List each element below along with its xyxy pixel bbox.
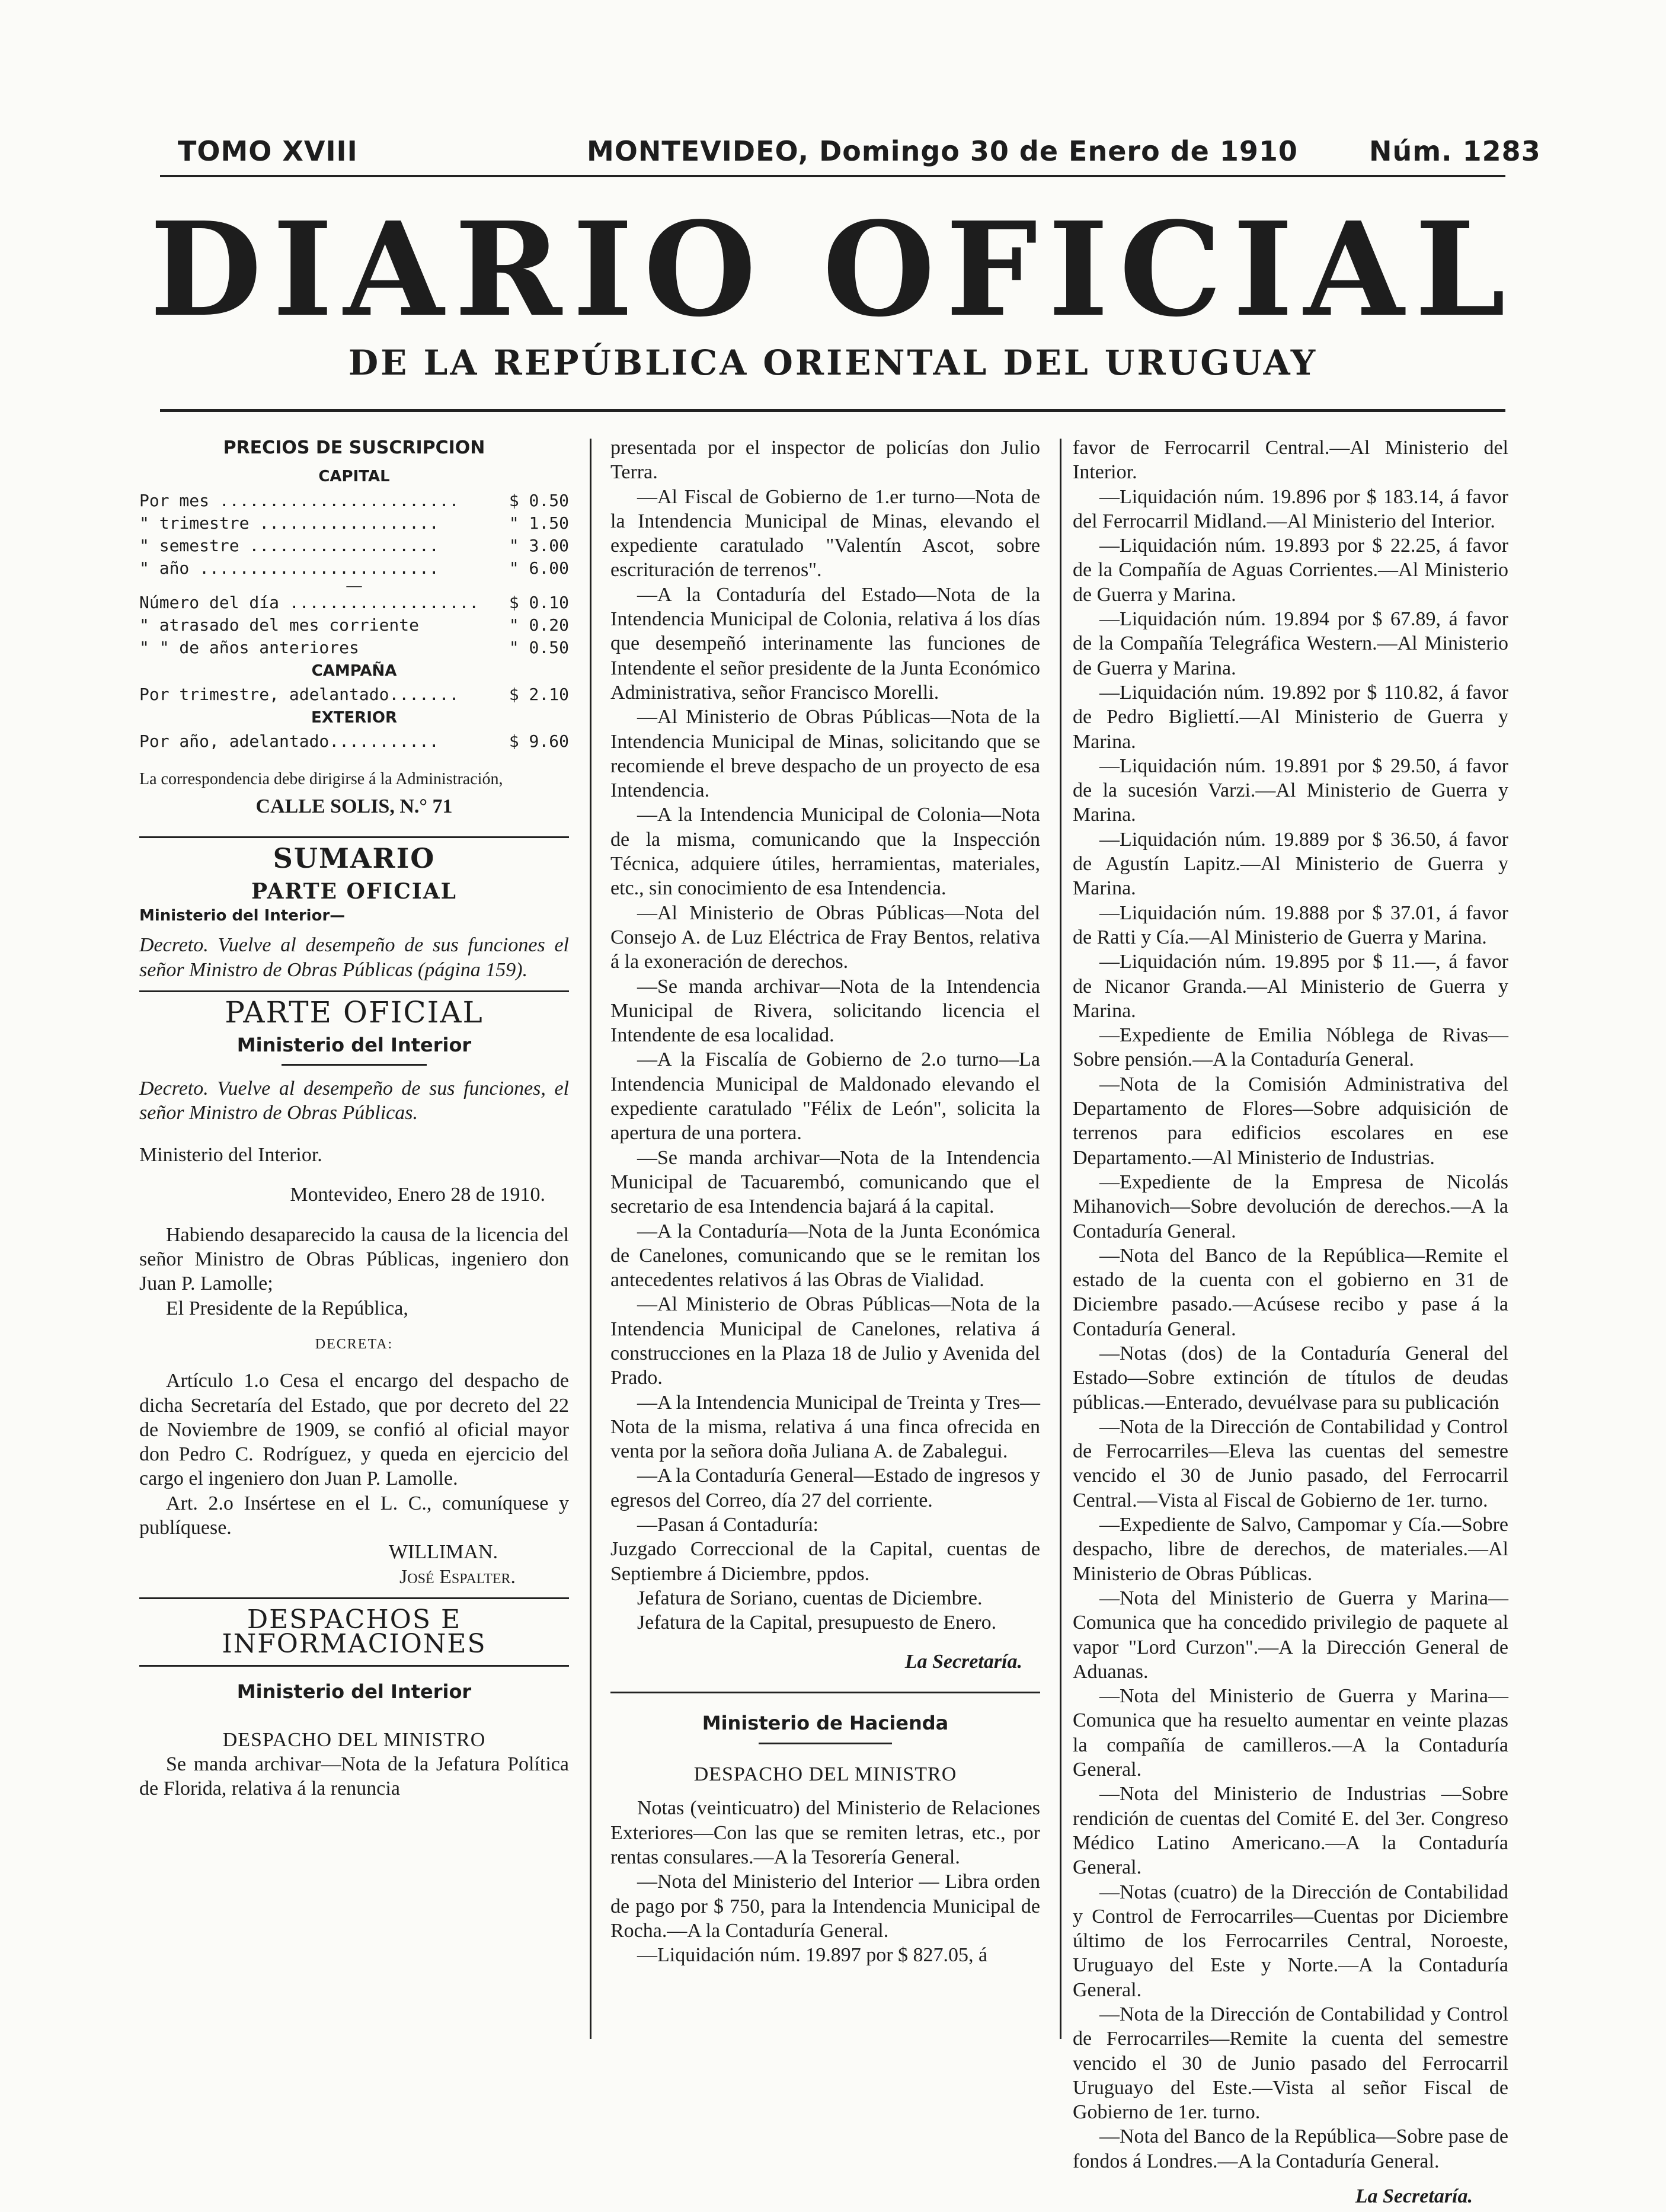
- masthead-subtitle: DE LA REPÚBLICA ORIENTAL DEL URUGUAY: [348, 343, 1318, 383]
- paragraph: —Se manda archivar—Nota de la Intendencia Municipal de Tacuarembó, comunicando que el secretario de esa Intendencia bajará á la capital.: [610, 1146, 1040, 1218]
- paragraph: —Liquidación núm. 19.888 por $ 37.01, á favor de Ratti y Cía.—Al Ministerio de Guerra y Marina.: [1073, 902, 1508, 948]
- paragraph: —Se manda archivar—Nota de la Intendencia Municipal de Rivera, solicitando licencia el Intendente de esa localidad.: [610, 975, 1040, 1047]
- ministerio-line: Ministerio del Interior.: [139, 1144, 322, 1166]
- price-row: Número del día ................... $ 0.10: [139, 592, 569, 612]
- paragraph: —Al Fiscal de Gobierno de 1.er turno—Nota de la Intendencia Municipal de Minas, elevando el expediente caratulado "Valentín Ascot, sobre escrituración de terrenos".: [610, 485, 1040, 581]
- middle-column: [610, 436, 1040, 1968]
- despacho-heading: DESPACHO DEL MINISTRO: [222, 1728, 486, 1751]
- price-row: " año ........................ " 6.00: [139, 558, 569, 578]
- despacho-heading: DESPACHO DEL MINISTRO: [693, 1763, 957, 1786]
- decreto-paragraph: El Presidente de la República,: [166, 1297, 408, 1319]
- exterior-heading: EXTERIOR: [311, 708, 398, 727]
- paragraph: —Liquidación núm. 19.895 por $ 11.—, á favor de Nicanor Granda.—Al Ministerio de Guerra y Marina.: [1073, 951, 1508, 1022]
- paragraph: —A la Fiscalía de Gobierno de 2.o turno—La Intendencia Municipal de Maldonado elevando el expediente caratulado "Félix de León", solicita la apertura de una portera.: [610, 1049, 1040, 1145]
- address: CALLE SOLIS, N.° 71: [255, 795, 453, 818]
- paragraph: —Expediente de Salvo, Campomar y Cía.—Sobre despacho, libre de derechos, de materiales.—Al Ministerio de Obras Públicas.: [1073, 1514, 1508, 1585]
- section-rule: [139, 1665, 569, 1667]
- short-rule: [759, 1743, 892, 1744]
- paragraph: —A la Intendencia Municipal de Colonia—Nota de la misma, comunicando que la Inspección Técnica, adquiere útiles, herramientas, materiales, etc., sin conocimiento de esa Intendencia.: [610, 804, 1040, 900]
- price-row: Por mes ........................ $ 0.50: [139, 490, 569, 510]
- articulo: Artículo 1.o Cesa el encargo del despacho de dicha Secretaría del Estado, que por decreto del 22 de Noviembre de 1909, se confió al oficial mayor don Pedro C. Rodríguez, y queda en ejercicio del cargo el ingeniero don Juan P. Lamolle.: [139, 1370, 569, 1490]
- paragraph: —Notas (dos) de la Contaduría General del Estado—Sobre extinción de títulos de deudas públicas.—Enterado, devuélvase para su publicación: [1073, 1342, 1508, 1414]
- paragraph: —Nota del Banco de la República—Sobre pase de fondos á Londres.—A la Contaduría General.: [1073, 2125, 1508, 2172]
- decreta-label: DECRETA:: [315, 1336, 394, 1352]
- paragraph: Jefatura de la Capital, presupuesto de Enero.: [637, 1612, 997, 1634]
- decreto-paragraph: Habiendo desaparecido la causa de la licencia del señor Ministro de Obras Públicas, ingeniero don Juan P. Lamolle;: [139, 1223, 569, 1295]
- section-rule: [139, 836, 569, 838]
- paragraph: —Al Ministerio de Obras Públicas—Nota de la Intendencia Municipal de Canelones, relativa á construcciones en la Plaza 18 de Julio y Avenida del Prado.: [610, 1293, 1040, 1389]
- column-divider: [1060, 439, 1061, 2039]
- price-row: " " de años anteriores " 0.50: [139, 637, 569, 657]
- paragraph: —Al Ministerio de Obras Públicas—Nota de la Intendencia Municipal de Minas, solicitando que se recomiende el breve despacho de un proyecto de esa Intendencia.: [610, 706, 1040, 802]
- correspondencia-note: La correspondencia debe dirigirse á la Administración,: [139, 770, 503, 789]
- price-row: Por trimestre, adelantado....... $ 2.10: [139, 684, 569, 704]
- section-rule: [139, 990, 569, 992]
- paragraph: —Nota del Ministerio del Interior — Libra orden de pago por $ 750, para la Intendencia Municipal de Rocha.—A la Contaduría General.: [610, 1871, 1040, 1942]
- paragraph: —Nota de la Dirección de Contabilidad y Control de Ferrocarriles—Eleva las cuentas del semestre vencido el 30 de Junio pasado, del Ferrocarril Central.—Vista al Fiscal de Gobierno de 1er. turno.: [1073, 1415, 1508, 1511]
- price-row: Por año, adelantado........... $ 9.60: [139, 731, 569, 752]
- sumario-parte-oficial: PARTE OFICIAL: [251, 878, 457, 904]
- masthead-rule: [160, 409, 1505, 412]
- signature: WILLIMAN.: [388, 1541, 498, 1564]
- column-divider: [590, 439, 591, 2039]
- short-dash: —: [346, 576, 362, 594]
- header-rule: [160, 175, 1505, 177]
- paragraph: —Al Ministerio de Obras Públicas—Nota del Consejo A. de Luz Eléctrica de Fray Bentos, relativa á la exoneración de derechos.: [610, 902, 1040, 973]
- date-line: MONTEVIDEO, Domingo 30 de Enero de 1910: [587, 135, 1298, 167]
- paragraph: —Liquidación núm. 19.891 por $ 29.50, á favor de la sucesión Varzi.—Al Ministerio de Guerra y Marina.: [1073, 755, 1508, 826]
- paragraph: —Nota del Ministerio de Guerra y Marina—Comunica que ha concedido privilegio de paquete al vapor "Lord Curzon".—A la Dirección General de Aduanas.: [1073, 1587, 1508, 1683]
- paragraph: —A la Intendencia Municipal de Treinta y Tres—Nota de la misma, relativa á una finca ofrecida en venta por la señora doña Juliana A. de Zabalegui.: [610, 1391, 1040, 1463]
- paragraph: Juzgado Correccional de la Capital, cuentas de Septiembre á Diciembre, ppdos.: [610, 1538, 1040, 1585]
- section-rule: [139, 1597, 569, 1599]
- short-rule: [282, 1064, 427, 1066]
- articulo: Art. 2.o Insértese en el L. C., comuníquese y publíquese.: [139, 1492, 569, 1539]
- capital-heading: CAPITAL: [318, 468, 390, 486]
- ministerio-hacienda-heading: Ministerio de Hacienda: [702, 1711, 949, 1734]
- paragraph: favor de Ferrocarril Central.—Al Ministerio del Interior.: [1073, 437, 1508, 484]
- paragraph: —Liquidación núm. 19.896 por $ 183.14, á favor del Ferrocarril Midland.—Al Ministerio del Interior.: [1073, 485, 1508, 532]
- paragraph: presentada por el inspector de policías don Julio Terra.: [610, 437, 1040, 484]
- paragraph: —A la Contaduría—Nota de la Junta Económica de Canelones, comunicando que se le remitan los antecedentes relativos á las Obras de Vialidad.: [610, 1220, 1040, 1292]
- price-row: " trimestre .................. " 1.50: [139, 513, 569, 533]
- paragraph: —Pasan á Contaduría:: [637, 1514, 818, 1536]
- paragraph: Jefatura de Soriano, cuentas de Diciembre.: [637, 1587, 983, 1609]
- sumario-decreto: Decreto. Vuelve al desempeño de sus funciones el señor Ministro de Obras Públicas (página 159).: [139, 934, 569, 981]
- paragraph: —Nota de la Dirección de Contabilidad y Control de Ferrocarriles—Remite la cuenta del semestre vencido el 30 de Junio pasado del Ferrocarril Uruguayo del Este.—Vista al señor Fiscal de Gobierno de 1er. turno.: [1073, 2003, 1508, 2124]
- issue-number: Núm. 1283: [1369, 135, 1541, 167]
- paragraph: —Liquidación núm. 19.897 por $ 827.05, á: [637, 1944, 988, 1967]
- paragraph: —Liquidación núm. 19.889 por $ 36.50, á favor de Agustín Lapitz.—Al Ministerio de Guerra y Marina.: [1073, 828, 1508, 900]
- right-column: [1073, 436, 1508, 2208]
- precios-title: PRECIOS DE SUSCRIPCION: [223, 437, 485, 458]
- ministerio-interior-heading: Ministerio del Interior: [236, 1034, 472, 1057]
- paragraph: —Nota del Ministerio de Guerra y Marina—Comunica que ha resuelto aumentar en veinte plazas la compañía de camilleros.—A la Contaduría General.: [1073, 1685, 1508, 1781]
- signature: La Secretaría.: [904, 1650, 1022, 1673]
- paragraph: —Nota del Banco de la República—Remite el estado de la cuenta con el gobierno en 31 de Diciembre pasado.—Acúsese recibo y pase á la Contaduría General.: [1073, 1244, 1508, 1340]
- paragraph: —Liquidación núm. 19.892 por $ 110.82, á favor de Pedro Bigliettí.—Al Ministerio de Guerra y Marina.: [1073, 681, 1508, 753]
- signature: José Espalter.: [399, 1565, 516, 1588]
- paragraph: —Nota del Ministerio de Industrias —Sobre rendición de cuentas del Comité E. del 3er. Congreso Médico Latino Americano.—A la Contaduría General.: [1073, 1783, 1508, 1879]
- paragraph: Notas (veinticuatro) del Ministerio de Relaciones Exteriores—Con las que se remiten letras, etc., por rentas consulares.—A la Tesorería General.: [610, 1797, 1040, 1869]
- paragraph: —Nota de la Comisión Administrativa del Departamento de Flores—Sobre adquisición de terrenos para edificios escolares en ese Departamento.—Al Ministerio de Industrias.: [1073, 1073, 1508, 1169]
- paragraph: —Liquidación núm. 19.893 por $ 22.25, á favor de la Compañía de Aguas Corrientes.—Al Ministerio de Guerra y Marina.: [1073, 535, 1508, 606]
- tomo-label: TOMO XVIII: [178, 135, 358, 167]
- paragraph: —Notas (cuatro) de la Dirección de Contabilidad y Control de Ferrocarriles—Cuentas por Diciembre último de los Ferrocarriles Central, Noroeste, Uruguayo del Este y Norte.—A la Contaduría General.: [1073, 1881, 1508, 2001]
- sumario-ministerio: Ministerio del Interior—: [139, 907, 346, 925]
- masthead-title: DIARIO OFICIAL: [149, 194, 1517, 346]
- left-column: [139, 436, 569, 1801]
- price-list-dia: [139, 592, 569, 659]
- ministerio-interior-heading: Ministerio del Interior: [236, 1680, 472, 1703]
- parte-oficial-heading: PARTE OFICIAL: [225, 995, 484, 1030]
- paragraph: —Expediente de la Empresa de Nicolás Mihanovich—Sobre devolución de derechos.—A la Contaduría General.: [1073, 1171, 1508, 1242]
- sumario-heading: SUMARIO: [273, 842, 436, 875]
- campana-heading: CAMPAÑA: [311, 661, 397, 680]
- signature: La Secretaría.: [1355, 2185, 1473, 2208]
- price-list-capital: [139, 490, 569, 580]
- paragraph: —Liquidación núm. 19.894 por $ 67.89, á favor de la Compañía Telegráfica Western.—Al Ministerio de Guerra y Marina.: [1073, 608, 1508, 679]
- paragraph: —A la Contaduría del Estado—Nota de la Intendencia Municipal de Colonia, relativa á los días que desempeñó interinamente las funciones de Intendente el señor presidente de la Junta Económico Administrativa, señor Francisco Morelli.: [610, 583, 1040, 704]
- despacho-paragraph: Se manda archivar—Nota de la Jefatura Política de Florida, relativa á la renuncia: [139, 1753, 569, 1800]
- paragraph: —Expediente de Emilia Nóblega de Rivas—Sobre pensión.—A la Contaduría General.: [1073, 1024, 1508, 1071]
- section-rule: [610, 1692, 1040, 1693]
- decreto-summary: Decreto. Vuelve al desempeño de sus funciones, el señor Ministro de Obras Públicas.: [139, 1077, 569, 1124]
- price-row: " semestre ................... " 3.00: [139, 535, 569, 555]
- decreto-fecha: Montevideo, Enero 28 de 1910.: [290, 1184, 545, 1206]
- price-row: " atrasado del mes corriente " 0.20: [139, 615, 569, 635]
- paragraph: —A la Contaduría General—Estado de ingresos y egresos del Correo, día 27 del corriente.: [610, 1465, 1040, 1511]
- despachos-heading: DESPACHOS E INFORMACIONES: [222, 1604, 487, 1660]
